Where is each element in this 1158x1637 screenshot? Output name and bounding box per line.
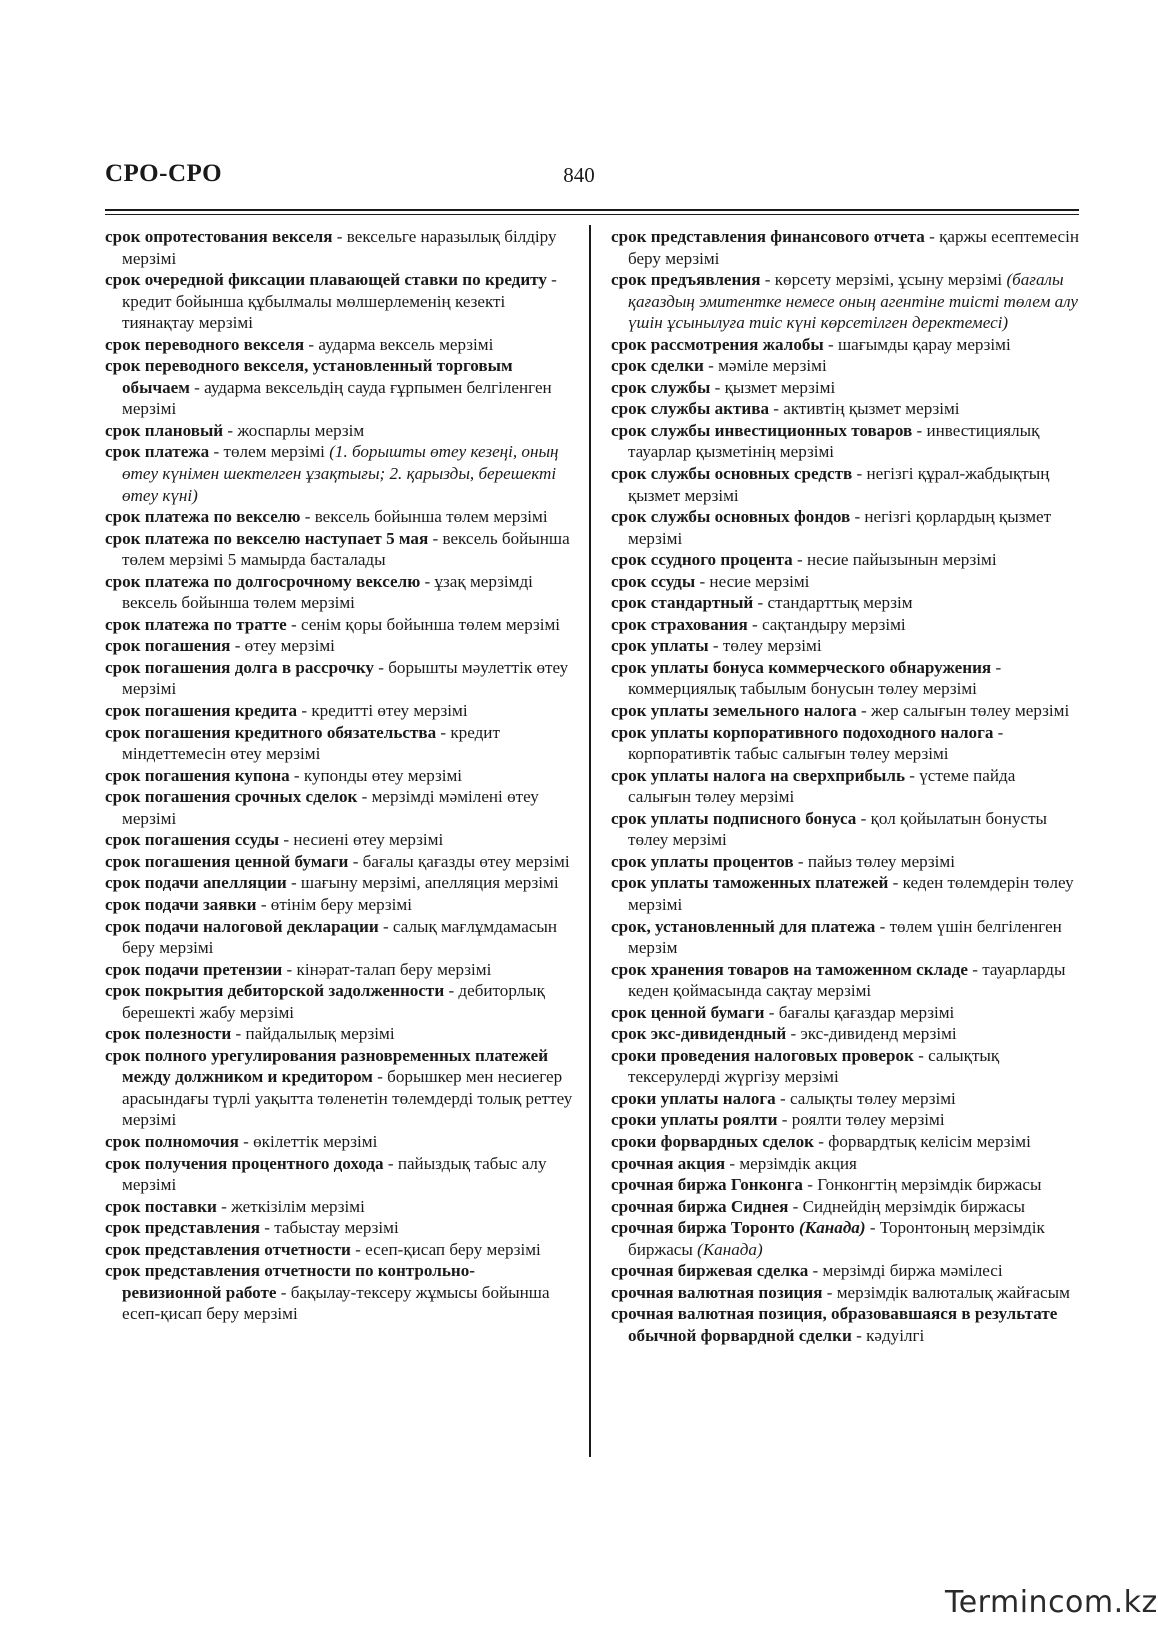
entry-translation: - несиені өтеу мерзімі — [279, 830, 444, 850]
dictionary-entry — [611, 1303, 1081, 1346]
entry-term: срок подачи апелляции — [105, 873, 287, 893]
entry-term: срок погашения кредита — [105, 701, 298, 721]
dictionary-entry — [611, 916, 1081, 959]
entry-translation: - форвардтық келісім мерзімі — [814, 1131, 1031, 1151]
dictionary-entry — [105, 506, 573, 528]
entry-term: срок погашения кредитного обязательства — [105, 722, 437, 742]
entry-term: срок службы актива — [611, 399, 770, 419]
entry-term: срок опротестования векселя — [105, 227, 333, 246]
entry-translation: - жер салығын төлеу мерзімі — [856, 701, 1070, 721]
entry-term: срок покрытия дебиторской задолженности — [105, 981, 445, 1001]
dictionary-entry — [105, 269, 573, 334]
site-watermark: Termincom.kz — [945, 1585, 1158, 1620]
entry-translation: - ұзақ мерзімді вексель бойынша төлем мерзімі — [122, 571, 533, 613]
entry-translation: - аударма вексель мерзімі — [304, 334, 494, 354]
left-column — [105, 226, 573, 1325]
dictionary-entry — [105, 959, 573, 981]
dictionary-entry — [611, 872, 1081, 915]
entry-term: срочная биржа Гонконга — [611, 1175, 803, 1195]
entry-term: срок полезности — [105, 1024, 232, 1044]
entry-term: срок рассмотрения жалобы — [611, 334, 824, 354]
dictionary-entry — [105, 1196, 573, 1218]
entry-term: срок переводного векселя, установленный торговым обычаем — [105, 356, 513, 397]
entry-term: срок погашения срочных сделок — [105, 787, 358, 807]
entry-translation: - өкілеттік мерзімі — [238, 1131, 378, 1151]
entry-term: срочная биржа Торонто — [611, 1218, 799, 1238]
column-divider — [589, 225, 591, 1457]
entry-translation: - мәміле мерзімі — [703, 356, 827, 376]
entry-translation: - негізгі құрал-жабдықтың қызмет мерзімі — [628, 464, 1050, 505]
entry-translation: - купонды өтеу мерзімі — [289, 765, 463, 785]
entry-term: срочная биржа Сиднея — [611, 1196, 789, 1216]
dictionary-entry — [611, 635, 1081, 657]
entry-translation: - табыстау мерзімі — [260, 1218, 399, 1238]
entry-translation: - мерзімді мәмілені өтеу мерзімі — [122, 787, 539, 828]
entry-translation: - вексельге наразылық білдіру мерзімі — [122, 227, 557, 268]
page-header-title: СРО-СРО — [105, 160, 223, 187]
dictionary-entry — [611, 377, 1081, 399]
dictionary-entry — [105, 1153, 573, 1196]
dictionary-entry — [105, 1260, 573, 1325]
dictionary-entry — [611, 571, 1081, 593]
entry-translation: - стандарттық мерзім — [753, 593, 913, 613]
entry-term: срок уплаты налога на сверхприбыль — [611, 765, 905, 785]
entry-translation: - тауарларды кеден қоймасында сақтау мерзімі — [628, 959, 1066, 1001]
entry-term: срок уплаты подписного бонуса — [611, 808, 857, 828]
dictionary-entry — [105, 872, 573, 894]
entry-term: сроки уплаты роялти — [611, 1110, 778, 1130]
page-number: 840 — [563, 163, 595, 187]
entry-term: срок уплаты бонуса коммерческого обнаружения — [611, 657, 992, 677]
entry-translation: - бақылау-тексеру жұмысы бойынша есеп-қисап беру мерзімі — [122, 1282, 550, 1324]
entry-term: срок уплаты — [611, 636, 709, 656]
entry-term: сроки форвардных сделок — [611, 1131, 815, 1151]
entry-translation: - салық мағлұмдамасын беру мерзімі — [122, 916, 558, 958]
dictionary-entry — [105, 894, 573, 916]
entry-term: срок полномочия — [105, 1131, 239, 1151]
dictionary-entry — [105, 355, 573, 420]
entry-note: (Канада) — [697, 1239, 763, 1259]
dictionary-entry — [611, 1282, 1081, 1304]
entry-term: срок представления финансового отчета — [611, 227, 925, 246]
dictionary-entry — [105, 635, 573, 657]
dictionary-entry — [611, 463, 1081, 506]
entry-term: срок, установленный для платежа — [611, 916, 876, 936]
entry-term: срок переводного векселя — [105, 334, 305, 354]
entry-translation: - өтеу мерзімі — [230, 636, 335, 656]
entry-translation: - вексель бойынша төлем мерзімі 5 мамырда басталады — [122, 528, 570, 570]
dictionary-entry — [611, 269, 1081, 334]
entry-term: срок погашения купона — [105, 765, 290, 785]
entry-translation: - төлем мерзімі — [209, 442, 330, 462]
dictionary-entry — [611, 1109, 1081, 1131]
entry-translation: - кредит бойынша құбылмалы мөлшерлеменің кезекті тиянақтау мерзімі — [122, 270, 557, 333]
entry-translation: - борышкер мен несиегер арасындағы түрлі уақытта төленетін төлемдерді толық реттеу мерзімі — [122, 1067, 573, 1130]
entry-term: срок сделки — [611, 356, 704, 376]
entry-term: срочная валютная позиция, образовавшаяся в результате обычной форвардной сделки — [611, 1304, 1058, 1345]
entry-term: срок уплаты земельного налога — [611, 701, 857, 721]
entry-note: (бағалы қағаздың эмитентке немесе оның агентіне тиісті төлем алу үшін ұсынылуға тиіс күні көрсетілген деректемесі) — [628, 270, 1078, 333]
entry-term: срок ценной бумаги — [611, 1002, 765, 1022]
entry-term: срок платежа по векселю — [105, 507, 301, 527]
dictionary-entry — [105, 226, 573, 269]
dictionary-entry — [611, 1217, 1081, 1260]
dictionary-entry — [611, 959, 1081, 1002]
right-column — [611, 226, 1081, 1346]
entry-term: срок экс-дивидендный — [611, 1024, 787, 1044]
dictionary-entry — [611, 700, 1081, 722]
dictionary-entry — [611, 722, 1081, 765]
entry-translation: - өтінім беру мерзімі — [256, 894, 412, 914]
entry-term: срок плановый — [105, 420, 224, 440]
entry-term: срок поставки — [105, 1196, 217, 1216]
entry-term: срок погашения — [105, 636, 231, 656]
dictionary-entry — [611, 657, 1081, 700]
dictionary-entry — [611, 506, 1081, 549]
dictionary-entry — [105, 722, 573, 765]
entry-translation: - кеден төлемдерін төлеу мерзімі — [628, 873, 1074, 914]
dictionary-entry — [105, 786, 573, 829]
dictionary-entry — [105, 1131, 573, 1153]
entry-term: срок платежа по векселю наступает 5 мая — [105, 528, 429, 548]
dictionary-entry — [105, 420, 573, 442]
dictionary-entry — [611, 1153, 1081, 1175]
entry-translation: - шағыну мерзімі, апелляция мерзімі — [286, 873, 559, 893]
dictionary-entry — [611, 1131, 1081, 1153]
entry-translation: - инвестициялық тауарлар қызметінің мерзімі — [628, 420, 1040, 462]
entry-term: срочная биржевая сделка — [611, 1261, 809, 1281]
dictionary-entry — [611, 1045, 1081, 1088]
dictionary-entry — [611, 355, 1081, 377]
entry-translation: - қол қойылатын бонусты төлеу мерзімі — [628, 808, 1048, 850]
entry-translation: - дебиторлық берешекті жабу мерзімі — [122, 981, 545, 1022]
entry-translation: - пайыз төлеу мерзімі — [793, 851, 955, 871]
entry-term: срок уплаты процентов — [611, 851, 794, 871]
entry-translation: - мерзімдік акция — [725, 1153, 857, 1173]
dictionary-entry — [611, 614, 1081, 636]
entry-translation: - пайдалылық мерзімі — [231, 1024, 395, 1044]
header-rule-thin — [105, 214, 1079, 215]
dictionary-entry — [611, 398, 1081, 420]
entry-term: срок службы основных средств — [611, 464, 853, 484]
entry-translation: - несие пайызынын мерзімі — [792, 550, 997, 570]
entry-translation: - үстеме пайда салығын төлеу мерзімі — [628, 765, 1016, 807]
entry-translation: - шағымды қарау мерзімі — [823, 334, 1011, 354]
dictionary-entry — [611, 1196, 1081, 1218]
entry-translation: - бағалы қағаздар мерзімі — [764, 1002, 955, 1022]
dictionary-entry — [105, 980, 573, 1023]
dictionary-entry — [611, 851, 1081, 873]
entry-translation: - төлеу мерзімі — [708, 636, 822, 656]
entry-translation: - Сиднейдің мерзімдік биржасы — [788, 1196, 1026, 1216]
entry-translation: - роялти төлеу мерзімі — [777, 1110, 945, 1130]
dictionary-entry — [611, 1260, 1081, 1282]
dictionary-entry — [611, 1002, 1081, 1024]
entry-translation: - салықты төлеу мерзімі — [775, 1088, 956, 1108]
entry-term: срок платежа по тратте — [105, 614, 287, 634]
entry-translation: - жеткізілім мерзімі — [216, 1196, 365, 1216]
entry-term: срок полного урегулирования разновременных платежей между должником и кредитором — [105, 1045, 549, 1087]
entry-term: срок подачи налоговой декларации — [105, 916, 379, 936]
dictionary-entry — [611, 226, 1081, 269]
entry-translation: - мерзімді биржа мәмілесі — [808, 1261, 1003, 1281]
dictionary-entry — [105, 765, 573, 787]
entry-translation: - кредит міндеттемесін өтеу мерзімі — [122, 722, 500, 764]
dictionary-entry — [611, 1174, 1081, 1196]
entry-term: срок получения процентного дохода — [105, 1153, 384, 1173]
entry-translation: - негізгі қорлардың қызмет мерзімі — [628, 507, 1052, 548]
entry-term: срок погашения ссуды — [105, 830, 280, 850]
dictionary-entry — [611, 334, 1081, 356]
entry-translation: - экс-дивиденд мерзімі — [786, 1024, 957, 1044]
dictionary-entry — [105, 571, 573, 614]
entry-term: срок службы инвестиционных товаров — [611, 420, 913, 440]
dictionary-entry — [105, 1239, 573, 1261]
entry-term: срок предъявления — [611, 270, 761, 290]
dictionary-entry — [105, 334, 573, 356]
entry-translation: - несие мерзімі — [695, 571, 810, 591]
dictionary-entry — [105, 829, 573, 851]
entry-term: срок платежа — [105, 442, 210, 462]
entry-term: срок уплаты таможенных платежей — [611, 873, 889, 893]
entry-term: сроки уплаты налога — [611, 1088, 776, 1108]
entry-translation: - кінәрат-талап беру мерзімі — [282, 959, 492, 979]
entry-term: срок представления отчетности — [105, 1239, 351, 1259]
entry-term: срочная акция — [611, 1153, 726, 1173]
dictionary-entry — [611, 420, 1081, 463]
dictionary-entry — [105, 1023, 573, 1045]
dictionary-entry — [611, 765, 1081, 808]
entry-translation: - коммерциялық табылым бонусын төлеу мерзімі — [628, 657, 1002, 699]
entry-translation: - сенім қоры бойынша төлем мерзімі — [286, 614, 561, 634]
entry-term-note: (Канада) — [798, 1218, 866, 1238]
entry-term: срок погашения ценной бумаги — [105, 851, 349, 871]
dictionary-entry — [105, 657, 573, 700]
entry-translation: - корпоративтік табыс салығын төлеу мерзімі — [628, 722, 1004, 764]
dictionary-entry — [105, 851, 573, 873]
entry-translation: - аударма вексельдің сауда ғұрпымен белгіленген мерзімі — [122, 377, 552, 419]
dictionary-entry — [611, 549, 1081, 571]
entry-term: срок уплаты корпоративного подоходного налога — [611, 722, 994, 742]
dictionary-entry — [105, 916, 573, 959]
entry-translation: - қаржы есептемесін беру мерзімі — [628, 227, 1079, 268]
header-rule-thick — [105, 209, 1079, 211]
dictionary-entry — [105, 700, 573, 722]
entry-translation: - Торонтоның мерзімдік биржасы — [628, 1218, 1045, 1259]
dictionary-entry — [105, 441, 573, 506]
entry-term: срок службы — [611, 377, 711, 397]
entry-translation: - мерзімдік валюталық жайғасым — [822, 1282, 1070, 1302]
entry-term: срок подачи претензии — [105, 959, 283, 979]
dictionary-entry — [105, 614, 573, 636]
entry-translation: - вексель бойынша төлем мерзімі — [300, 507, 548, 527]
entry-term: срок службы основных фондов — [611, 507, 851, 527]
entry-note: (1. борышты өтеу кезеңі, оның өтеу күнімен шектелген ұзақтығы; 2. қарызды, берешекті өтеу күні) — [122, 442, 559, 505]
entry-term: срочная валютная позиция — [611, 1282, 823, 1302]
dictionary-entry — [105, 528, 573, 571]
dictionary-entry — [611, 808, 1081, 851]
entry-translation: - есеп-қисап беру мерзімі — [350, 1239, 541, 1259]
entry-term: срок ссуды — [611, 571, 696, 591]
entry-translation: - салықтық тексерулерді жүргізу мерзімі — [628, 1045, 1000, 1087]
dictionary-entry — [105, 1045, 573, 1131]
dictionary-entry — [105, 1217, 573, 1239]
entry-term: срок стандартный — [611, 593, 754, 613]
entry-translation: - пайыздық табыс алу мерзімі — [122, 1153, 547, 1195]
entry-term: срок хранения товаров на таможенном складе — [611, 959, 968, 979]
entry-translation: - көрсету мерзімі, ұсыну мерзімі — [760, 270, 1007, 290]
dictionary-entry — [611, 1023, 1081, 1045]
entry-term: срок представления отчетности по контрольно-ревизионной работе — [105, 1261, 475, 1302]
entry-term: срок платежа по долгосрочному векселю — [105, 571, 421, 591]
entry-translation: - жоспарлы мерзім — [223, 420, 365, 440]
entry-translation: - кредитті өтеу мерзімі — [297, 701, 468, 721]
entry-translation: - төлем үшін белгіленген мерзім — [628, 916, 1062, 958]
entry-term: срок ссудного процента — [611, 550, 793, 570]
entry-translation: - кәдуілгі — [851, 1325, 925, 1345]
entry-translation: - қызмет мерзімі — [710, 377, 836, 397]
entry-translation: - борышты мәулеттік өтеу мерзімі — [122, 657, 569, 699]
entry-translation: - сақтандыру мерзімі — [747, 614, 906, 634]
dictionary-entry — [611, 592, 1081, 614]
entry-term: срок очередной фиксации плавающей ставки по кредиту — [105, 270, 547, 290]
entry-translation: - активтің қызмет мерзімі — [769, 399, 960, 419]
dictionary-entry — [611, 1088, 1081, 1110]
entry-term: срок страхования — [611, 614, 748, 634]
entry-term: срок представления — [105, 1218, 260, 1238]
entry-term: срок подачи заявки — [105, 894, 257, 914]
entry-translation: - бағалы қағазды өтеу мерзімі — [348, 851, 570, 871]
entry-term: сроки проведения налоговых проверок — [611, 1045, 914, 1065]
entry-term: срок погашения долга в рассрочку — [105, 657, 374, 677]
entry-translation: - Гонконгтің мерзімдік биржасы — [802, 1175, 1042, 1195]
